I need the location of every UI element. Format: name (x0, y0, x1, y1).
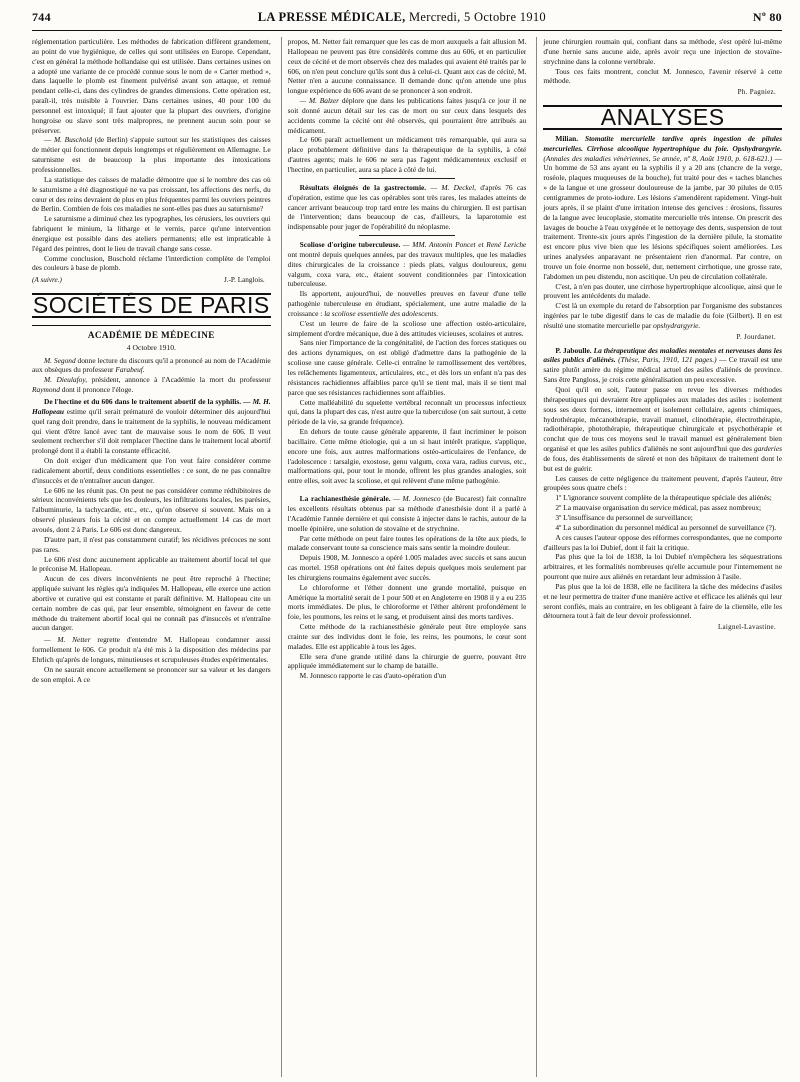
paragraph: Pas plus que la loi de 1838, elle ne facilitera la tâche des médecins d'asiles et ne leur permettra de traiter d'une manière active et efficace les aliénés qui leur seront confiés, mais au contraire, en les obligeant à faire de la clientèle, elle les détournera tout à fait de leur devoir professionnel. (543, 581, 783, 621)
paragraph: On ne saurait encore actuellement se prononcer sur sa valeur et les dangers de son emploi. A ce (32, 664, 271, 684)
paragraph-text: C'est là un exemple du retard de l'absorption par l'organisme des substances ingérées par le tube digestif dans le cas de maladie du foie (Gilbert). Il en est résulté une stomatite mercurielle par (543, 301, 783, 330)
paragraph-text: — Un homme de 53 ans ayant eu la syphilis il y a 20 ans (chancre de la verge, roséole, plaques muqueuses de la bouche), fut traité pour des « taches blanches » de la langue et une grosseur douloureuse de la jambe, par 30 pilules de 0.05 centigrammes de proto-iodure. Les lésions s'amendèrent rapidement. Vingt-huit jours après, il se plaint d'une irritation intense des gencives : érosions, fissures de la langue avec leucoplasie, stomatite mercurielle très intense. On prescrit des lavages de bouche à l'eau oxygénée et le nettoyage des dents, suspension de tout traitement. Trente-six jours après l'ingestion de la dernière pilule, la stomatite est encore plus vive bien que les lésions spécifiques soient améliorées. Les urines analysées anparavant ne présentaient rien d'anormal. Par contre, on trouve un foie énorme non bosselé, dur, nettement cirrhotique, une grosse rate, l'abdomen un peu distendu, non ascitique. Un peu de circulation collatérale. (543, 153, 783, 281)
paragraph: C'est, à n'en pas douter, une cirrhose hypertrophique alcoolique, ainsi que le prouvent les antécédents du malade. (543, 281, 783, 301)
person-name: Farabeuf. (115, 365, 145, 375)
paragraph: Cette malléabilité du squelette vertébral reconnaît un processus infectieux qui, dans la plupart des cas, n'est autre que la tuberculose (on sait surtout, à cette période de la vie, sa grande fréquence). (287, 397, 527, 427)
list-item: 1º L'ignorance souvent complète de la thérapeutique spéciale des aliénés; (555, 493, 772, 503)
author: — MM. Antonin Poncet et René Leriche (400, 240, 527, 250)
paragraph: Cette méthode de la rachianesthésie générale peut être employée sans crainte sur des individus dont le foie, les reins, les poumons, le cœur sont malades. Elle est applicable à tous les âges. (287, 622, 527, 651)
signature: J.-P. Langlois. (223, 276, 265, 285)
author: Milian. (555, 133, 579, 143)
session-date: 4 Octobre 1910. (126, 342, 176, 352)
paragraph (32, 375, 271, 395)
paragraph: En dehors de toute cause générale apparente, il faut incriminer le poison bacillaire. Cette même étiologie, qui a un si haut intérêt pratique, s'applique, encore une fois, aux autres malformations ostéo-articulaires de l'enfance, de l'adolescence : tarsalgie, exostose, genu valgum, coxa vara, radius curvus, etc., malformations qui, pour tout le monde, offrent les plus grandes analogies, soit entre elles, soit avec la scoliose, et qui relèvent d'une même pathogénie. (287, 427, 527, 486)
divider (359, 178, 454, 179)
paragraph: Depuis 1908, M. Jonnesco a opéré 1.005 malades avec succès et sans aucun cas mortel. 1958 opérations ont été faites depuis quelques mois seulement par les chirurgiens roumains également avec succès. (287, 553, 527, 582)
paragraph-text: estime qu'il serait prématuré de vouloir déterminer dès aujourd'hui quel rang doit prendre, dans le traitement de la syphilis, le nouveau médicament qui vient d'être lancé avec tant de mauvaise sous le nom de 606. Il veut seulement rechercher s'il doit remplacer l'hectine dans le traitement local abortif prolongé dont il a établi la constante efficacité. (32, 406, 271, 456)
page-header (32, 0, 782, 31)
paragraph: C'est un leurre de faire de la scoliose une affection ostéo-articulaire, simplement d'ordre mécanique, due à des attitudes vicieuses, scolaires et autres. (287, 318, 527, 338)
issue-number: Nº 80 (752, 10, 782, 24)
author: — M. H. Hallopeau (32, 397, 271, 416)
emphasis: opshydrargyrie. (653, 320, 701, 330)
subheading: Scoliose d'origine tuberculeuse. (299, 240, 401, 250)
academy-heading: ACADÉMIE DE MÉDECINE (32, 325, 271, 341)
paragraph-text: de fous, des établissements de sûreté et non des hôpitaux de traitement dont le but est de guérir. (543, 453, 783, 473)
paragraph (543, 134, 782, 282)
paragraph: Le saturnisme a diminué chez les typographes, les cérusiers, les ouvriers qui fabriquent le minium, la litharge et le vernis, parce qu'une intervention énergique est possible dans des ateliers permanents; elle est impraticable à l'égard des peintres, dont le lieu de travail change sans cesse. (32, 214, 271, 253)
issue-date: Mercredi, 5 Octobre 1910 (408, 10, 546, 24)
paragraph (543, 346, 782, 385)
column-3 (536, 37, 782, 1077)
paragraph-text: ont montré depuis quelques années, par des travaux multiples, que les maladies dites chirurgicales de la croissance : pieds plats, valgus douloureux, genu valgum, coxa vara, etc., étaient souvent conditionnées par l'intoxication tuberculeuse. (287, 249, 527, 289)
paragraph-text: — Ce travail est une satire plutôt amère du régime médical actuel des asiles d'aliénés de province. Sans être Pangloss, je crois cette généralisation un peu excessive. (543, 355, 783, 385)
paragraph: Tous ces faits montrent, conclut M. Jonnesco, l'avenir réservé à cette méthode. (543, 66, 783, 86)
article-title: La thérapeutique des maladies mentales et nerveuses dans les asiles publics d'aliénés. (543, 345, 783, 365)
paragraph-text: dont il prononce l'éloge. (59, 385, 134, 395)
text-columns (32, 37, 782, 1077)
column-2 (281, 37, 527, 1077)
paragraph: — M. Buschold (de Berlin) s'appuie surtout sur les statistiques des caisses de métier qui fonctionnent depuis longtemps et régulièrement en Allemagne. Le saturnisme est de beaucoup la plus importante des intoxications professionnelles. (32, 135, 271, 174)
section-title: ANALYSES (543, 105, 782, 130)
signature: Ph. Pagniez. (737, 88, 777, 97)
paragraph: Le 606 paraît actuellement un médicament très remarquable, qui aura sa place probablement définitive dans la thérapeutique de la syphilis, à côté d'autres agents; mais le 606 ne sera pas l'agent médicamenteux exclusif et l'hectine, en particulier, aura sa place à côté de lui. (287, 135, 527, 174)
reference: (Thèse, Paris, 1910, 121 pages.) (615, 355, 717, 365)
paragraph-text: (de Berlin) s'appuie surtout sur les statistiques des caisses de métier qui fonctionnent depuis longtemps et régulièrement en Allemagne. Le saturnisme est de beaucoup la plus importante des intoxications professionnelles. (32, 135, 271, 174)
paragraph (288, 240, 527, 289)
paragraph (32, 397, 271, 456)
list-item: 4º La subordination du personnel médical au personnel de surveillance (?). (555, 522, 777, 532)
paragraph (288, 289, 527, 319)
paragraph: Par cette méthode on peut faire toutes les opérations de la tête aux pieds, le malade conservant toute sa conscience mais sans sentir la moindre douleur. (287, 533, 527, 553)
paragraph: M. Jonnesco rapporte le cas d'auto-opération d'un (299, 671, 447, 681)
paragraph (288, 183, 527, 232)
paragraph: On doit exiger d'un médicament que l'on veut faire considérer comme radicalement abortif, deux conditions essentielles : ce sont, de ne pas connaître d'insuccès et de n'entraîner aucun danger. (32, 456, 271, 485)
to-be-continued: (A suivre.) (32, 276, 62, 285)
divider (359, 235, 454, 236)
author: — M. Balzer (299, 96, 340, 106)
paragraph-text: Ils apportent, aujourd'hui, de nouvelles preuves en faveur d'une telle pathogénie tuberculeuse en étudiant, spécialement, une autre maladie de la croissance : (287, 289, 527, 318)
paragraph: D'autre part, il n'est pas constamment curatif; les récidives précoces ne sont pas rares. (32, 534, 271, 554)
paragraph: réglementation particulière. Les méthodes de fabrication diffèrent grandement, au point de vue hygiénique, de celles qui sont utilisées en Europe. Cependant, c'est en général la méthode hollandaise qui est utilisée. Dans certaines usines on a adopté une variante de ce procédé connue sous le nom de « Carter method », dans laquelle le plomb est finement pulvérisé avant son attaque, et remué pendant celle-ci, dans des cylindres de grandes dimensions. Cette opération est, paraît-il, très nuisible à l'ouvrier. Dans certaines usines, 40 pour 100 du personnel est intoxiqué; il faut ajouter que la plupart des ouvriers, d'origine hongroise ou slave sont très malpropres, ne prennent aucun soin pour se préserver. (32, 37, 271, 135)
paragraph: La statistique des caisses de maladie démontre que si le nombre des cas où le saturnisme a été diagnostiqué ne va pas croissant, les affections des nerfs, du cœur et des reins devraient de plus en plus fréquentes parmi les ouvriers peintres de Berlin. Combien de fois ces maladies ne sont-elles pas dues au saturnisme? (32, 174, 271, 214)
author: M. Dieulafoy, (44, 375, 88, 385)
emphasis: garderies (753, 444, 783, 454)
section-title: SOCIÉTÉS DE PARIS (32, 292, 270, 319)
signature: P. Jourdanet. (736, 332, 777, 341)
author: P. Jaboulle. (555, 345, 592, 355)
paragraph-text: donne lecture du discours qu'il a prononcé au nom de l'Académie aux obsèques du professeur (32, 355, 271, 375)
paragraph: Aucun de ces divers inconvénients ne peut être reproché à l'hectine; appliquée suivant les règles qu'a indiquées M. Hallopeau, elle exerce une action abortive et curative qui est constante et paraît définitive. M. Hallopeau cite un certain nombre de cas qui, par leur ensemble, témoignent en faveur de cette méthode du traitement abortif local qui ne connaît pas d'insuccès et n'entraîne aucun danger. (32, 574, 271, 633)
paragraph: A ces causes l'auteur oppose des réformes correspondantes, que ne comporte d'ailleurs pas la loi Dubief, dont il fait la critique. (543, 532, 783, 552)
author: M. Segond (44, 355, 76, 365)
journal-title: LA PRESSE MÉDICALE, (257, 10, 406, 24)
paragraph: jeune chirurgien roumain qui, confiant dans sa méthode, s'est opéré lui-même d'une hernie sans aucune aide, après avoir reçu une injection de stovaïne-strychnine dans la colonne vertébrale. (543, 37, 783, 66)
paragraph-text: Quoi qu'il en soit, l'auteur passe en revue les diverses méthodes thérapeutiques qui devraient être appliquées aux malades des asiles : isolement sous ses deux formes, internement et isolement cellulaire, agents chimiques, hydrothérapie, mécanothérapie, travail manuel, clinothérapie, électrothérapie, radiothérapie, photothérapie, thérapeutique chirurgicale et psychothérapie et conclut que de tous ces moyens seul le travail manuel est généralement bien organisé et que les asiles publics d'aliénés ne sont aujourd'hui que des (543, 385, 783, 454)
paragraph: Elle sera d'une grande utilité dans la chirurgie de guerre, pouvant être appliquée immédiatement sur le champ de bataille. (287, 651, 527, 671)
column-1 (32, 37, 271, 1077)
paragraph: Le 606 n'est donc aucunement applicable au traitement abortif local tel que le préconise M. Hallopeau. (32, 554, 271, 574)
journal-title-line (51, 10, 753, 25)
subheading: Résultats éloignés de la gastrectomie. (299, 182, 427, 192)
author: — M. Jonnesco (390, 494, 441, 504)
signature-row (32, 276, 265, 286)
paragraph: Les causes de cette négligence du traitement peuvent, d'après l'auteur, être groupées sous quatre chefs : (543, 473, 783, 493)
paragraph-text: d'après 76 cas d'opération, estime que les cas opérables sont très rares, les malades atteints de cancer arrivant beaucoup trop tard entre les mains du chirurgien. Il est partisan de l'intervention; dans beaucoup de cas, d'ailleurs, la laparotomie est indispensable pour juger de l'opérabilité du néoplasme. (287, 182, 527, 232)
paragraph: Le 606 ne les réunit pas. On peut ne pas considérer comme rédhibitoires de sérieux inconvénients tels que les douleurs, les infiltrations locales, les parésies, l'albuminurie, la tachycardie, etc., etc., qu'on observe si souvent. Mais on a observé plusieurs fois la cécité et on compte actuellement 14 cas de mort avoués, dont 2 à Paris. Le 606 est donc dangereux. (32, 485, 271, 534)
paragraph (288, 96, 527, 135)
paragraph: Sans nier l'importance de la congénitalité, de l'action des forces statiques ou des actions dynamiques, on est obligé d'admettre dans la pathogénie de la scoliose une cause générale. Celle-ci entraîne le ramollissement des vertèbres, les relâchements ligamenteux, articulaires, etc., et dès lors un enfant n'a pas des résistances rachidiennes affaiblies parce qu'il se tient mal, mais il se tient mal parce que ses résistances rachidiennes sont affaiblies. (287, 338, 527, 397)
person-name: Raymond (32, 385, 60, 395)
page-number: 744 (32, 10, 51, 24)
emphasis: la scoliose essentielle des adolescents. (324, 308, 439, 318)
subheading: La rachianesthésie générale. (299, 494, 391, 504)
paragraph: Comme conclusion, Buschold réclame l'interdiction complète de l'emploi des couleurs à base de plomb. (32, 253, 271, 273)
signature: Laignel-Lavastine. (717, 623, 777, 632)
paragraph: propos, M. Netter fait remarquer que les cas de mort auxquels a fait allusion M. Hallopeau ne peuvent pas être considérés comme dus au 606, et en particulier ceux de cécité et de mort observés chez des malades qui avaient été traités par le 606, on n'en peut conclure qu'ils sont dus à celui-ci. Quant aux cas de cécité, M. Netter n'en a aucune connaissance. Il demande donc qu'on attende une plus longue expérience du 606 avant de se prononcer à son endroit. (287, 37, 527, 96)
paragraph (32, 356, 271, 376)
list-item: 2º La mauvaise organisation du service médical, pas assez nombreux; (555, 503, 762, 513)
subheading: De l'hectine et du 606 dans le traitement abortif de la syphilis. (44, 397, 242, 406)
reference: (Annales des maladies vénériennes, 5e année, nº 8, Août 1910, p. 618-621.) (543, 153, 773, 163)
author: — M. Deckel, (426, 182, 476, 192)
paragraph: Le chloroforme et l'éther donnent une grande mortalité, puisque en Amérique la mortalité serait de 1 pour 500 et en Angleterre en 1908 il y a eu 235 morts immédiates. De plus, le chloroforme et l'éther altèrent profondément le foie, les poumons, les reins et le sang, et produisent ainsi des morts tardives. (287, 582, 527, 622)
paragraph (288, 494, 527, 533)
paragraph-text: regrette d'entendre M. Hallopeau condamner aussi formellement le 606. Ce produit n'a été mis à la disposition des médecins par Ehrlich qu'après de longues, minutieuses et scrupuleuses études expérimentales. (32, 635, 271, 664)
article-title: Stomatite mercurielle tardive après ingestion de pilules mercurielles. Cirrhose alcoolique hypertrophique du foie. Opshydrargyrie. (543, 133, 783, 153)
list-item: 3º L'insuffisance du personnel de surveillance; (555, 512, 693, 522)
author: M. Buschold (53, 135, 93, 145)
paragraph (543, 301, 782, 331)
divider (359, 489, 454, 490)
paragraph-text: (de Bucarest) fait connaître les excellents résultats obtenus par sa méthode d'anesthésie dont il a parlé à l'Académie l'année dernière et qui consiste à injecter dans le rachis, autour de la moelle épinière, une solution de stovaïne et de strychnine. (287, 494, 527, 533)
paragraph-text: déplore que dans les publications faites jusqu'à ce jour il ne soit donné aucun détail sur les cas de mort ou sur ceux dans lesquels des accidents comme la cécité ont été observés, qui pourraient être attribués au médicament. (287, 96, 527, 135)
author: — M. Netter (44, 635, 91, 645)
paragraph (543, 385, 782, 474)
paragraph-text: président, annonce à l'Académie la mort du professeur (87, 375, 271, 385)
paragraph (32, 635, 271, 665)
paragraph: Pas plus que la loi de 1838, la loi Dubief n'empêchera les séquestrations arbitraires, et les formalités nombreuses qu'elle accumule pour l'internement ne pourront que nuire aux aliénés en retardant leur admission à l'asile. (543, 552, 783, 582)
